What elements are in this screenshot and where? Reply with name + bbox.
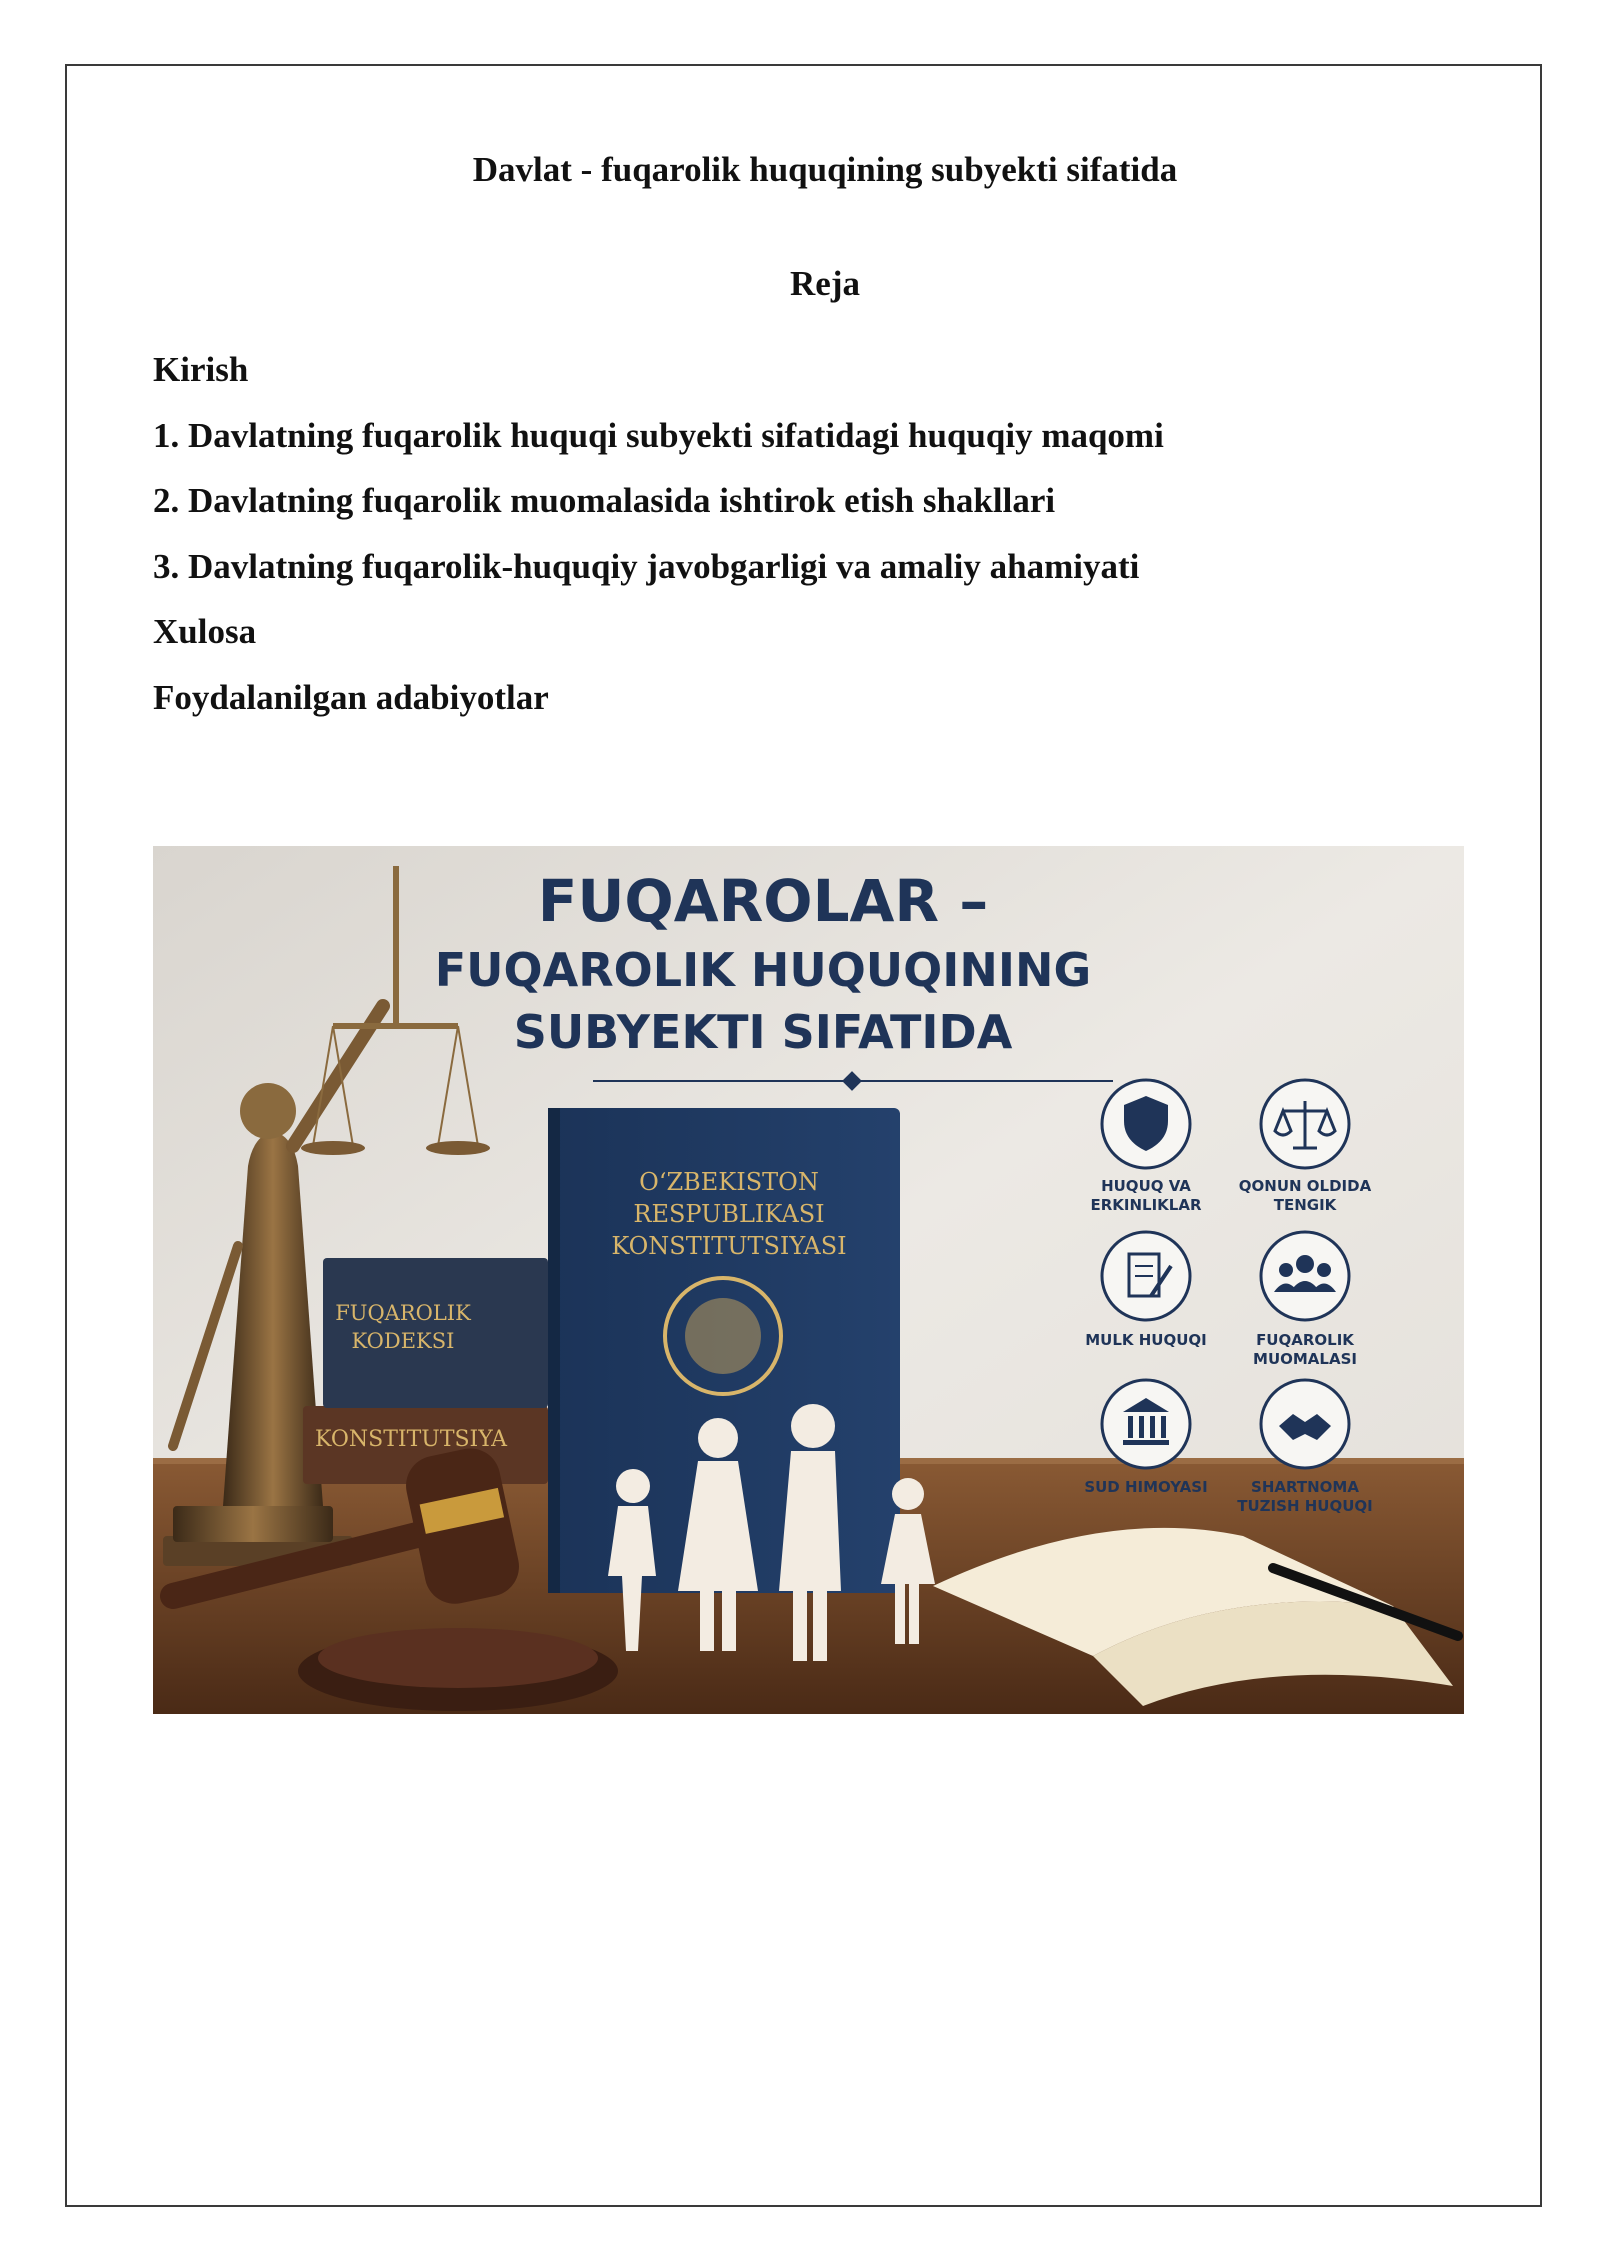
cover-line2: RESPUBLIKASI <box>633 1200 825 1228</box>
plan-item-references: Foydalanilgan adabiyotlar <box>153 677 549 717</box>
svg-text:SHARTNOMA: SHARTNOMA <box>1251 1478 1359 1496</box>
plan-list <box>153 346 1164 739</box>
illustration <box>153 846 1464 1714</box>
svg-text:SUD HIMOYASI: SUD HIMOYASI <box>1084 1478 1208 1496</box>
plan-item-introduction: Kirish <box>153 350 249 389</box>
cover-line3: KONSTITUTSIYASI <box>611 1232 847 1260</box>
svg-text:TUZISH HUQUQI: TUZISH HUQUQI <box>1237 1497 1373 1515</box>
plan-item-2: 2. Davlatning fuqarolik muomalasida ishtirok etish shakllari <box>153 481 1056 520</box>
svg-text:QONUN OLDIDA: QONUN OLDIDA <box>1238 1177 1372 1195</box>
plan-heading: Reja <box>790 264 860 303</box>
spine-label-civil-code-line2: KODEKSI <box>351 1329 455 1353</box>
icon-civil-circulation <box>1253 1232 1357 1368</box>
plan-item-3: 3. Davlatning fuqarolik-huquqiy javobgarligi va amaliy ahamiyati <box>153 546 1140 586</box>
spine-label-civil-code-line1: FUQAROLIK <box>335 1301 471 1325</box>
svg-text:ERKINLIKLAR: ERKINLIKLAR <box>1090 1196 1202 1214</box>
poster-headline-line2: FUQAROLIK HUQUQINING <box>434 943 1092 997</box>
svg-text:MUOMALASI: MUOMALASI <box>1253 1350 1357 1368</box>
cover-line1: O‘ZBEKISTON <box>639 1168 819 1196</box>
spine-label-constitution: KONSTITUTSIYA <box>315 1427 507 1452</box>
svg-text:FUQAROLIK: FUQAROLIK <box>1256 1331 1354 1349</box>
svg-text:HUQUQ VA: HUQUQ VA <box>1101 1177 1191 1195</box>
svg-text:MULK HUQUQI: MULK HUQUQI <box>1085 1331 1207 1349</box>
plan-item-1: 1. Davlatning fuqarolik huquqi subyekti sifatidagi huquqiy maqomi <box>153 415 1164 455</box>
poster-headline-line3: SUBYEKTI SIFATIDA <box>513 1005 1013 1059</box>
document-title: Davlat - fuqarolik huquqining subyekti sifatida <box>472 150 1178 189</box>
poster-headline-line1: FUQAROLAR – <box>537 867 989 935</box>
svg-text:TENGIK: TENGIK <box>1273 1196 1337 1214</box>
plan-item-conclusion: Xulosa <box>153 612 257 651</box>
book-stack <box>303 1258 548 1484</box>
